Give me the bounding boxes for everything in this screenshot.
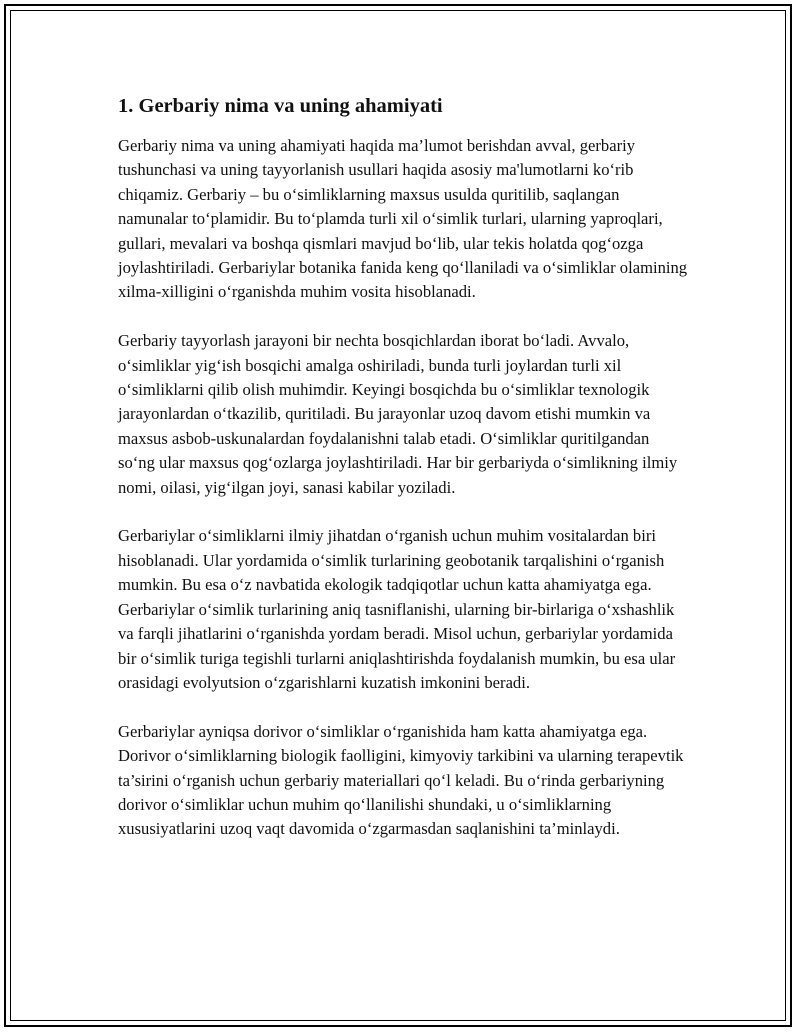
document-body [118,92,688,842]
section-heading: 1. Gerbariy nima va uning ahamiyati [118,95,443,117]
paragraph-1: Gerbariy nima va uning ahamiyati haqida ma’lumot berishdan avval, gerbariy tushunchasi va uning tayyorlanish usullari haqida asosiy ma'lumotlarni ko‘rib chiqamiz. Gerbariy – bu o‘simliklarning maxsus usulda quritilib, saqlangan namunalar to‘plamidir. Bu to‘plamda turli xil o‘simlik turlari, ularning yaproqlari, gullari, mevalari va boshqa qismlari mavjud bo‘lib, ular tekis holatda qog‘ozga joylashtiriladi. Gerbariylar botanika fanida keng qo‘llaniladi va o‘simliklar olamining xilma-xilligini o‘rganishda muhim vosita hisoblanadi. [118,136,688,302]
paragraph-3: Gerbariylar o‘simliklarni ilmiy jihatdan o‘rganish uchun muhim vositalardan biri hisoblanadi. Ular yordamida o‘simlik turlarining geobotanik tarqalishini o‘rganish mumkin. Bu esa o‘z navbatida ekologik tadqiqotlar uchun katta ahamiyatga ega. Gerbariylar o‘simlik turlarining aniq tasniflanishi, ularning bir-birlariga o‘xshashlik va farqli jihatlarini o‘rganishda yordam beradi. Misol uchun, gerbariylar yordamida bir o‘simlik turiga tegishli turlarni aniqlashtirishda foydalanish mumkin, bu esa ular orasidagi evolyutsion o‘zgarishlarni kuzatish imkonini beradi. [118,526,676,692]
paragraph-4: Gerbariylar ayniqsa dorivor o‘simliklar o‘rganishida ham katta ahamiyatga ega. Dorivor o‘simliklarning biologik faolligini, kimyoviy tarkibini va ularning terapevtik ta’sirini o‘rganish uchun gerbariy materiallari qo‘l keladi. Bu o‘rinda gerbariyning dorivor o‘simliklar uchun muhim qo‘llanilishi shundaki, u o‘simliklarning xususiyatlarini uzoq vaqt davomida o‘zgarmasdan saqlanishini ta’minlaydi. [118,721,684,839]
paragraph-2: Gerbariy tayyorlash jarayoni bir nechta bosqichlardan iborat bo‘ladi. Avvalo, o‘simliklar yig‘ish bosqichi amalga oshiriladi, bunda turli joylardan turli xil o‘simliklarni qilib olish muhimdir. Keyingi bosqichda bu o‘simliklar texnologik jarayonlardan o‘tkazilib, quritiladi. Bu jarayonlar uzoq davom etishi mumkin va maxsus asbob-uskunalardan foydalanishni talab etadi. O‘simliklar quritilgandan so‘ng ular maxsus qog‘ozlarga joylashtiriladi. Har bir gerbariyda o‘simlikning ilmiy nomi, oilasi, yig‘ilgan joyi, sanasi kabilar yoziladi. [118,331,678,497]
